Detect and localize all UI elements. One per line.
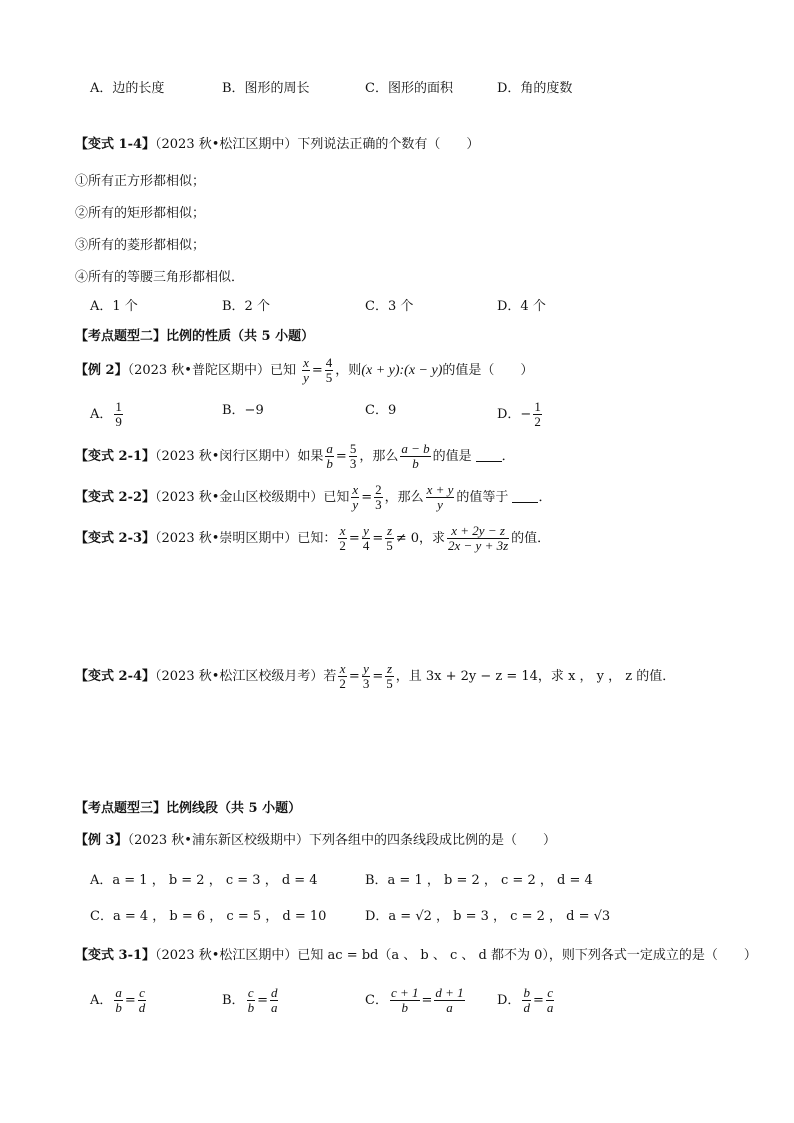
fraction: $\frac{a}{b}$ xyxy=(115,985,122,1015)
option-a xyxy=(90,400,125,429)
option-label: D．− xyxy=(497,407,532,422)
variant-3-1 xyxy=(75,947,757,965)
fraction: $\frac{2}{3}$ xyxy=(375,482,382,512)
question-tag: 【变式 2-1】 xyxy=(75,449,156,464)
question-source: （2023 秋•普陀区期中）已知 xyxy=(127,363,296,378)
fraction: $\frac{x}{2}$ xyxy=(339,523,346,553)
fraction: $\frac{a}{b}$ xyxy=(326,441,333,471)
fraction: $\frac{c + 1}{b}$ xyxy=(390,985,419,1015)
question-source: （2023 秋•崇明区期中）已知： xyxy=(155,531,337,546)
fraction: $\frac{1}{2}$ xyxy=(534,399,541,429)
question-source: （2023 秋•松江区校级月考）若 xyxy=(155,669,337,684)
option-b: B．−9 xyxy=(222,403,264,418)
option-c: C．图形的面积 xyxy=(365,81,453,96)
question-tail: 的值是 xyxy=(432,449,472,464)
option-d: D．4 个 xyxy=(497,299,546,314)
fraction: $\frac{y}{3}$ xyxy=(362,661,370,691)
question-stem: （2023 秋•浦东新区校级期中）下列各组中的四条线段成比例的是（ ） xyxy=(127,833,556,848)
question-source: （2023 秋•闵行区期中）如果 xyxy=(155,449,324,464)
option-d: D．角的度数 xyxy=(497,81,573,96)
statement-2: ②所有的矩形都相似； xyxy=(75,206,206,221)
question-stem: （2023 秋•松江区期中）已知 ac = bd（a 、 b 、 c 、 d 都不为 0），则下列各式一定成立的是（ ） xyxy=(155,948,757,963)
variant-2-4: 【变式 2-4】（2023 秋•松江区校级月考）若 $\frac{x}{2}$ = $\frac{y}{3}$ = $\frac{z}{5}$ ，且 3x + 2y − z = 14，求 x ， y ， z 的值． xyxy=(75,661,676,691)
answer-blank[interactable] xyxy=(476,449,502,462)
fraction: $\frac{x + y}{y}$ xyxy=(426,482,454,512)
fraction: $\frac{5}{3}$ xyxy=(349,441,357,471)
example-3 xyxy=(75,832,556,850)
option-label: A． xyxy=(90,993,113,1008)
option-a: A．1 个 xyxy=(90,299,138,314)
option-a: A． $\frac{a}{b}$ = $\frac{c}{d}$ xyxy=(90,985,146,1015)
fraction: $\frac{1}{9}$ xyxy=(115,399,122,429)
text: ≠ 0，求 xyxy=(395,531,446,546)
fraction: $\frac{y}{4}$ xyxy=(362,523,370,553)
fraction: $\frac{x}{2}$ xyxy=(339,661,346,691)
option-c: C．3 个 xyxy=(365,299,414,314)
fraction: $\frac{d}{a}$ xyxy=(270,985,278,1015)
option-d xyxy=(497,400,544,429)
option-label: A． xyxy=(90,407,113,422)
variant-2-1: 【变式 2-1】（2023 秋•闵行区期中）如果 $\frac{a}{b}$ = $\frac{5}{3}$ ，那么 $\frac{a - b}{b}$ 的值是 ． xyxy=(75,441,515,471)
fraction: $\frac{z}{5}$ xyxy=(386,523,393,553)
question-tail: 的值是（ ） xyxy=(442,363,534,378)
question-tag: 【例 3】 xyxy=(75,833,128,848)
section-header: 【考点题型二】比例的性质（共 5 小题） xyxy=(75,329,315,344)
fraction: $\frac{x}{y}$ xyxy=(352,482,359,512)
fraction: $\frac{a - b}{b}$ xyxy=(401,441,430,471)
fraction: $\frac{d + 1}{a}$ xyxy=(435,985,464,1015)
expression: (x + y):(x − y) xyxy=(361,363,443,378)
question-stem: （2023 秋•松江区期中）下列说法正确的个数有（ ） xyxy=(155,137,480,152)
question-tag: 【变式 2-3】 xyxy=(75,531,156,546)
section-header: 【考点题型三】比例线段（共 5 小题） xyxy=(75,801,302,816)
option-b: B． $\frac{c}{b}$ = $\frac{d}{a}$ xyxy=(222,985,278,1015)
question-1-4 xyxy=(75,136,479,154)
answer-blank[interactable] xyxy=(512,490,538,503)
option-c: C． $\frac{c + 1}{b}$ = $\frac{d + 1}{a}$ xyxy=(365,985,464,1015)
question-tag: 【变式 1-4】 xyxy=(75,137,156,152)
question-source: （2023 秋•金山区校级期中）已知 xyxy=(155,490,350,505)
text: ，则 xyxy=(335,363,362,378)
option-b: B．2 个 xyxy=(222,299,270,314)
option-c: C．9 xyxy=(365,403,397,418)
option-a: A．边的长度 xyxy=(90,81,165,96)
variant-2-3: 【变式 2-3】（2023 秋•崇明区期中）已知： $\frac{x}{2}$ = $\frac{y}{4}$ = $\frac{z}{5}$ ≠ 0，求 $\frac{x + 2y - z}{2x - y + 3z}$ 的值． xyxy=(75,523,551,553)
statement-4: ④所有的等腰三角形都相似． xyxy=(75,270,245,285)
fraction: $\frac{c}{d}$ xyxy=(138,985,146,1015)
fraction: $\frac{x}{y}$ xyxy=(303,355,309,385)
example-2: 【例 2】（2023 秋•普陀区期中）已知 $\frac{x}{y}$ = $\frac{4}{5}$ ，则(x + y):(x − y)的值是（ ） xyxy=(75,355,534,385)
question-tag: 【变式 2-2】 xyxy=(75,490,156,505)
statement-1: ①所有正方形都相似； xyxy=(75,174,206,189)
fraction: $\frac{c}{b}$ xyxy=(247,985,255,1015)
fraction: $\frac{z}{5}$ xyxy=(386,661,393,691)
question-tail: 的值等于 xyxy=(456,490,509,505)
question-tag: 【变式 3-1】 xyxy=(75,948,156,963)
option-b: B．a = 1 ， b = 2 ， c = 2 ， d = 4 xyxy=(365,873,593,888)
text: ，那么 xyxy=(359,449,399,464)
variant-2-2: 【变式 2-2】（2023 秋•金山区校级期中）已知 $\frac{x}{y}$ = $\frac{2}{3}$ ，那么 $\frac{x + y}{y}$ 的值等于 ． xyxy=(75,482,552,512)
question-tail: ，且 3x + 2y − z = 14，求 x ， y ， z 的值． xyxy=(395,669,676,684)
option-d: D． $\frac{b}{d}$ = $\frac{c}{a}$ xyxy=(497,985,554,1015)
text: ，那么 xyxy=(384,490,424,505)
option-a: A．a = 1 ， b = 2 ， c = 3 ， d = 4 xyxy=(90,873,318,888)
option-label: D． xyxy=(497,993,521,1008)
option-label: B． xyxy=(222,993,245,1008)
fraction: $\frac{4}{5}$ xyxy=(325,355,333,385)
question-tail: 的值． xyxy=(511,531,551,546)
option-c: C．a = 4 ， b = 6 ， c = 5 ， d = 10 xyxy=(90,909,327,924)
statement-3: ③所有的菱形都相似； xyxy=(75,238,206,253)
question-tag: 【例 2】 xyxy=(75,363,128,378)
option-label: C． xyxy=(365,993,388,1008)
question-tag: 【变式 2-4】 xyxy=(75,669,156,684)
option-b: B．图形的周长 xyxy=(222,81,310,96)
fraction: $\frac{b}{d}$ xyxy=(523,985,530,1015)
option-d: D．a = √2 ， b = 3 ， c = 2 ， d = √3 xyxy=(365,909,611,924)
fraction: $\frac{c}{a}$ xyxy=(546,985,554,1015)
fraction: $\frac{x + 2y - z}{2x - y + 3z}$ xyxy=(448,523,509,553)
